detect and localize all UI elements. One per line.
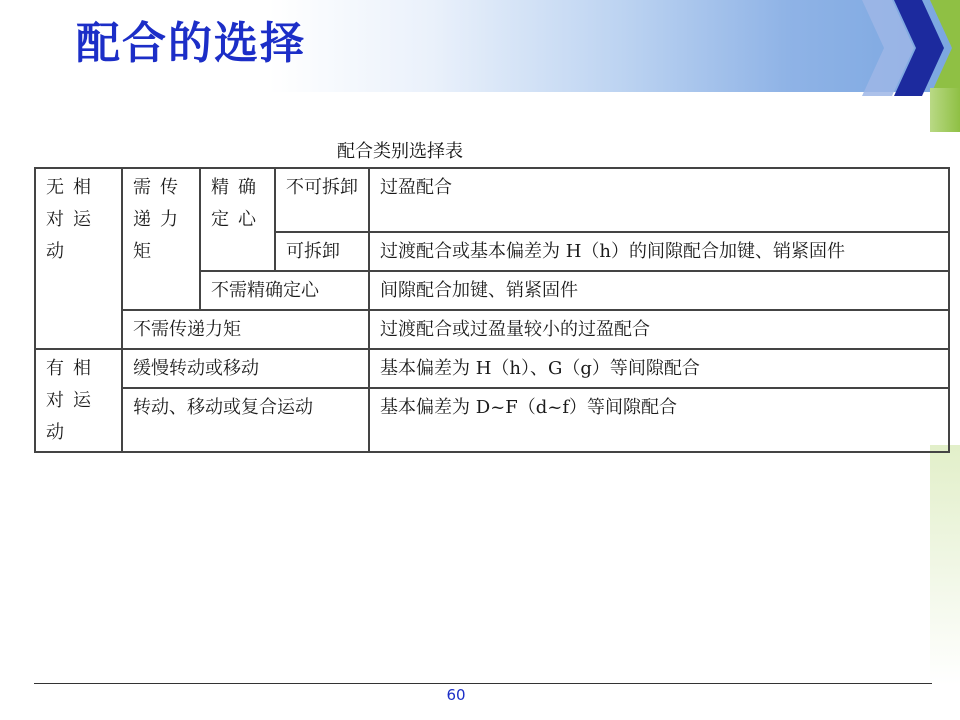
accent-green-bar xyxy=(930,88,960,132)
cell-no-torque: 不需传递力矩 xyxy=(122,310,369,349)
cell-slow-rotation: 缓慢转动或移动 xyxy=(122,349,369,388)
cell-detachable: 可拆卸 xyxy=(275,232,369,271)
cell-transition-or-clearance-key: 过渡配合或基本偏差为 H（h）的间隙配合加键、销紧固件 xyxy=(369,232,949,271)
footer-divider xyxy=(34,683,932,684)
cell-precise-centering: 精确定心 xyxy=(200,168,275,271)
cell-transition-or-small-interference: 过渡配合或过盈量较小的过盈配合 xyxy=(369,310,949,349)
slide-title: 配合的选择 xyxy=(76,18,306,69)
cell-relative-motion: 有相对运动 xyxy=(35,349,122,452)
chevron-decoration-icon xyxy=(848,0,960,96)
accent-green-fade xyxy=(930,445,960,685)
cell-no-precise-centering: 不需精确定心 xyxy=(200,271,369,310)
cell-clearance-key: 间隙配合加键、销紧固件 xyxy=(369,271,949,310)
cell-no-relative-motion: 无相对运动 xyxy=(35,168,122,349)
cell-rotation-composite: 转动、移动或复合运动 xyxy=(122,388,369,452)
fit-selection-table xyxy=(34,167,950,453)
cell-interference-fit: 过盈配合 xyxy=(369,168,949,232)
cell-hg-clearance: 基本偏差为 H（h）、G（g）等间隙配合 xyxy=(369,349,949,388)
page-number: 60 xyxy=(446,686,466,704)
table-caption: 配合类别选择表 xyxy=(337,141,463,162)
cell-non-detachable: 不可拆卸 xyxy=(275,168,369,232)
cell-df-clearance: 基本偏差为 D~F（d~f）等间隙配合 xyxy=(369,388,949,452)
cell-need-torque: 需传递力矩 xyxy=(122,168,200,310)
